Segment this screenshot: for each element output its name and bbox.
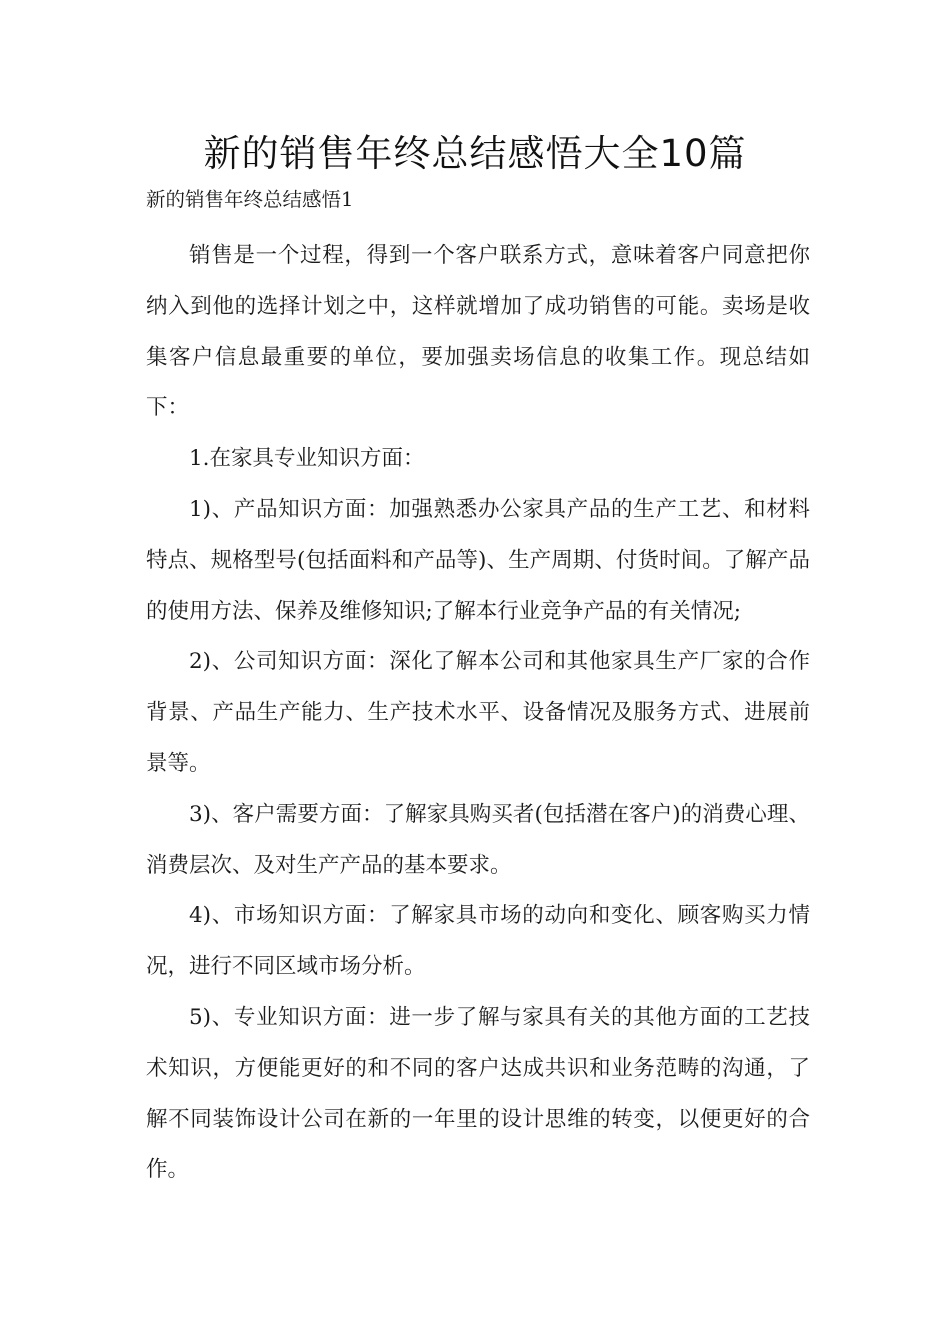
- paragraph-intro: 销售是一个过程，得到一个客户联系方式，意味着客户同意把你纳入到他的选择计划之中，这样就增加了成功销售的可能。卖场是收集客户信息最重要的单位，要加强卖场信息的收集工作。现总结如下：: [146, 243, 810, 421]
- paragraph-customer-needs: 3)、客户需要方面：了解家具购买者(包括潜在客户)的消费心理、消费层次、及对生产产品的基本要求。: [146, 801, 810, 878]
- paragraph-product-knowledge: 1)、产品知识方面：加强熟悉办公家具产品的生产工艺、和材料特点、规格型号(包括面料和产品等)、生产周期、付货时间。了解产品的使用方法、保养及维修知识;了解本行业竞争产品的有关情况;: [146, 496, 810, 624]
- document-body: [146, 231, 810, 1196]
- document-title: 新的销售年终总结感悟大全10篇: [203, 132, 747, 175]
- paragraph-market-knowledge: 4)、市场知识方面：了解家具市场的动向和变化、顾客购买力情况，进行不同区域市场分析。: [146, 903, 810, 980]
- section-heading: 新的销售年终总结感悟1: [146, 188, 354, 211]
- paragraph-heading-1: 1.在家具专业知识方面：: [189, 446, 425, 472]
- paragraph-company-knowledge: 2)、公司知识方面：深化了解本公司和其他家具生产厂家的合作背景、产品生产能力、生产技术水平、设备情况及服务方式、进展前景等。: [146, 649, 810, 776]
- paragraph-professional-knowledge: 5)、专业知识方面：进一步了解与家具有关的其他方面的工艺技术知识，方便能更好的和不同的客户达成共识和业务范畴的沟通，了解不同装饰设计公司在新的一年里的设计思维的转变，以便更好的合作。: [146, 1004, 810, 1183]
